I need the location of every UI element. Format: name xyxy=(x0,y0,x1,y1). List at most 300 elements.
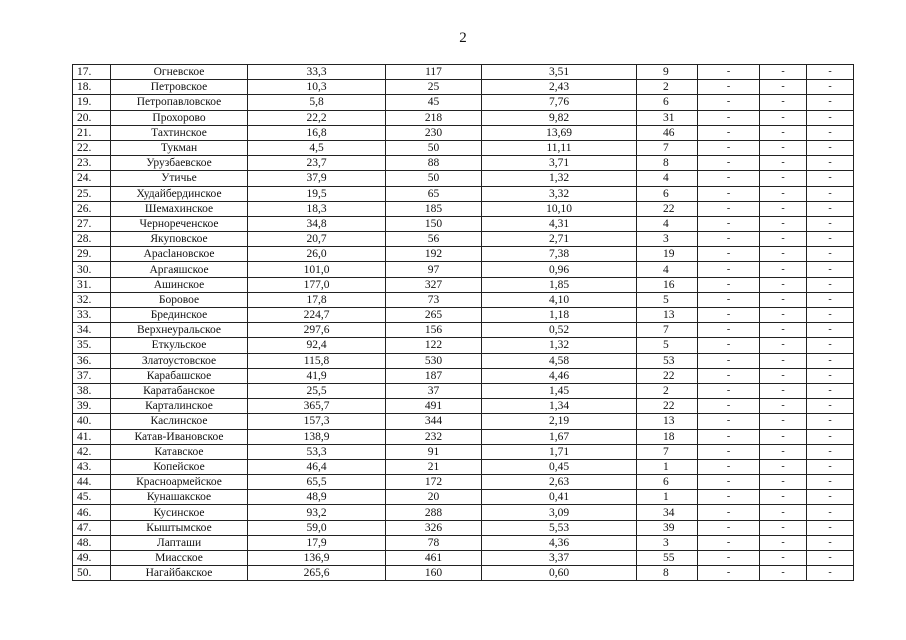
quantity-value: 53 xyxy=(637,353,698,368)
count-value: 78 xyxy=(386,535,482,550)
table-row xyxy=(73,414,854,429)
ratio-value: 2,71 xyxy=(482,232,637,247)
ratio-value: 7,76 xyxy=(482,95,637,110)
count-value: 491 xyxy=(386,399,482,414)
table-row xyxy=(73,490,854,505)
quantity-value: 5 xyxy=(637,292,698,307)
settlement-name: Каратабанское xyxy=(111,383,248,398)
quantity-value: 22 xyxy=(637,201,698,216)
area-value: 177,0 xyxy=(248,277,386,292)
ratio-value: 1,71 xyxy=(482,444,637,459)
count-value: 232 xyxy=(386,429,482,444)
quantity-value: 7 xyxy=(637,140,698,155)
ratio-value: 13,69 xyxy=(482,125,637,140)
table-row xyxy=(73,399,854,414)
settlement-name: Тукман xyxy=(111,140,248,155)
quantity-value: 39 xyxy=(637,520,698,535)
dash-cell: - xyxy=(698,216,760,231)
dash-cell: - xyxy=(760,201,807,216)
row-number: 43. xyxy=(73,459,111,474)
table-row xyxy=(73,475,854,490)
area-value: 20,7 xyxy=(248,232,386,247)
ratio-value: 1,67 xyxy=(482,429,637,444)
count-value: 117 xyxy=(386,65,482,80)
dash-cell: - xyxy=(807,292,854,307)
dash-cell: - xyxy=(698,566,760,581)
table-row xyxy=(73,368,854,383)
count-value: 530 xyxy=(386,353,482,368)
dash-cell: - xyxy=(760,459,807,474)
quantity-value: 13 xyxy=(637,308,698,323)
quantity-value: 18 xyxy=(637,429,698,444)
dash-cell: - xyxy=(698,65,760,80)
table-row xyxy=(73,247,854,262)
quantity-value: 22 xyxy=(637,399,698,414)
count-value: 192 xyxy=(386,247,482,262)
ratio-value: 0,52 xyxy=(482,323,637,338)
area-value: 26,0 xyxy=(248,247,386,262)
dash-cell: - xyxy=(760,95,807,110)
dash-cell: - xyxy=(807,80,854,95)
dash-cell: - xyxy=(698,171,760,186)
dash-cell: - xyxy=(760,490,807,505)
count-value: 97 xyxy=(386,262,482,277)
row-number: 30. xyxy=(73,262,111,277)
dash-cell: - xyxy=(760,323,807,338)
settlement-name: Чернореченское xyxy=(111,216,248,231)
quantity-value: 1 xyxy=(637,490,698,505)
area-value: 23,7 xyxy=(248,156,386,171)
settlement-name: Кусинское xyxy=(111,505,248,520)
dash-cell: - xyxy=(760,368,807,383)
ratio-value: 7,38 xyxy=(482,247,637,262)
dash-cell: - xyxy=(807,308,854,323)
settlement-name: Ашинское xyxy=(111,277,248,292)
row-number: 38. xyxy=(73,383,111,398)
table-row xyxy=(73,505,854,520)
table-row xyxy=(73,353,854,368)
table-row xyxy=(73,338,854,353)
row-number: 36. xyxy=(73,353,111,368)
settlement-name: Златоустовское xyxy=(111,353,248,368)
dash-cell: - xyxy=(807,247,854,262)
dash-cell: - xyxy=(807,399,854,414)
dash-cell: - xyxy=(760,353,807,368)
dash-cell: - xyxy=(760,171,807,186)
area-value: 65,5 xyxy=(248,475,386,490)
count-value: 327 xyxy=(386,277,482,292)
count-value: 73 xyxy=(386,292,482,307)
settlement-name: Карталинское xyxy=(111,399,248,414)
dash-cell: - xyxy=(807,505,854,520)
dash-cell: - xyxy=(760,535,807,550)
ratio-value: 1,18 xyxy=(482,308,637,323)
area-value: 92,4 xyxy=(248,338,386,353)
ratio-value: 5,53 xyxy=(482,520,637,535)
quantity-value: 6 xyxy=(637,475,698,490)
dash-cell: - xyxy=(760,110,807,125)
quantity-value: 4 xyxy=(637,171,698,186)
settlement-name: Утичье xyxy=(111,171,248,186)
row-number: 37. xyxy=(73,368,111,383)
dash-cell: - xyxy=(760,399,807,414)
dash-cell: - xyxy=(760,551,807,566)
area-value: 265,6 xyxy=(248,566,386,581)
dash-cell: - xyxy=(698,125,760,140)
quantity-value: 3 xyxy=(637,232,698,247)
dash-cell: - xyxy=(807,520,854,535)
dash-cell: - xyxy=(760,125,807,140)
count-value: 156 xyxy=(386,323,482,338)
row-number: 44. xyxy=(73,475,111,490)
row-number: 27. xyxy=(73,216,111,231)
dash-cell: - xyxy=(760,216,807,231)
dash-cell: - xyxy=(760,186,807,201)
dash-cell: - xyxy=(807,323,854,338)
count-value: 20 xyxy=(386,490,482,505)
dash-cell: - xyxy=(698,551,760,566)
dash-cell: - xyxy=(698,490,760,505)
area-value: 17,8 xyxy=(248,292,386,307)
count-value: 160 xyxy=(386,566,482,581)
dash-cell: - xyxy=(698,80,760,95)
dash-cell: - xyxy=(807,444,854,459)
settlement-name: Катав-Ивановское xyxy=(111,429,248,444)
dash-cell: - xyxy=(760,338,807,353)
area-value: 5,8 xyxy=(248,95,386,110)
count-value: 230 xyxy=(386,125,482,140)
count-value: 88 xyxy=(386,156,482,171)
dash-cell: - xyxy=(698,262,760,277)
row-number: 26. xyxy=(73,201,111,216)
area-value: 48,9 xyxy=(248,490,386,505)
ratio-value: 4,31 xyxy=(482,216,637,231)
row-number: 19. xyxy=(73,95,111,110)
row-number: 42. xyxy=(73,444,111,459)
table-row xyxy=(73,308,854,323)
count-value: 50 xyxy=(386,140,482,155)
quantity-value: 2 xyxy=(637,383,698,398)
ratio-value: 4,36 xyxy=(482,535,637,550)
quantity-value: 16 xyxy=(637,277,698,292)
dash-cell: - xyxy=(698,156,760,171)
quantity-value: 7 xyxy=(637,323,698,338)
row-number: 28. xyxy=(73,232,111,247)
area-value: 224,7 xyxy=(248,308,386,323)
dash-cell: - xyxy=(760,292,807,307)
settlement-name: Копейское xyxy=(111,459,248,474)
settlement-name: Прохорово xyxy=(111,110,248,125)
settlement-name: Арасlановское xyxy=(111,247,248,262)
ratio-value: 2,19 xyxy=(482,414,637,429)
quantity-value: 13 xyxy=(637,414,698,429)
dash-cell: - xyxy=(760,520,807,535)
area-value: 157,3 xyxy=(248,414,386,429)
dash-cell: - xyxy=(760,65,807,80)
ratio-value: 1,34 xyxy=(482,399,637,414)
dash-cell: - xyxy=(760,429,807,444)
area-value: 17,9 xyxy=(248,535,386,550)
settlement-name: Худайбердинское xyxy=(111,186,248,201)
dash-cell: - xyxy=(807,201,854,216)
dash-cell: - xyxy=(807,414,854,429)
dash-cell: - xyxy=(698,459,760,474)
quantity-value: 9 xyxy=(637,65,698,80)
ratio-value: 4,46 xyxy=(482,368,637,383)
area-value: 53,3 xyxy=(248,444,386,459)
ratio-value: 1,32 xyxy=(482,338,637,353)
table-row xyxy=(73,216,854,231)
dash-cell: - xyxy=(760,156,807,171)
table-body xyxy=(73,65,854,581)
table-row xyxy=(73,171,854,186)
dash-cell: - xyxy=(698,247,760,262)
dash-cell: - xyxy=(807,232,854,247)
ratio-value: 3,51 xyxy=(482,65,637,80)
count-value: 37 xyxy=(386,383,482,398)
dash-cell: - xyxy=(807,459,854,474)
row-number: 47. xyxy=(73,520,111,535)
ratio-value: 0,45 xyxy=(482,459,637,474)
row-number: 24. xyxy=(73,171,111,186)
settlement-name: Миасское xyxy=(111,551,248,566)
settlement-name: Аргаяшское xyxy=(111,262,248,277)
data-table xyxy=(72,64,854,581)
area-value: 138,9 xyxy=(248,429,386,444)
table-row xyxy=(73,292,854,307)
table-row xyxy=(73,201,854,216)
area-value: 18,3 xyxy=(248,201,386,216)
quantity-value: 22 xyxy=(637,368,698,383)
ratio-value: 11,11 xyxy=(482,140,637,155)
table-row xyxy=(73,140,854,155)
dash-cell: - xyxy=(698,475,760,490)
ratio-value: 4,10 xyxy=(482,292,637,307)
dash-cell: - xyxy=(760,505,807,520)
table-row xyxy=(73,277,854,292)
dash-cell: - xyxy=(807,216,854,231)
ratio-value: 0,41 xyxy=(482,490,637,505)
table-row xyxy=(73,262,854,277)
dash-cell: - xyxy=(807,65,854,80)
row-number: 46. xyxy=(73,505,111,520)
row-number: 23. xyxy=(73,156,111,171)
table-row xyxy=(73,323,854,338)
dash-cell: - xyxy=(698,383,760,398)
count-value: 56 xyxy=(386,232,482,247)
count-value: 150 xyxy=(386,216,482,231)
row-number: 48. xyxy=(73,535,111,550)
dash-cell: - xyxy=(760,277,807,292)
dash-cell: - xyxy=(807,353,854,368)
dash-cell: - xyxy=(760,566,807,581)
area-value: 101,0 xyxy=(248,262,386,277)
area-value: 16,8 xyxy=(248,125,386,140)
dash-cell: - xyxy=(698,95,760,110)
settlement-name: Урузбаевское xyxy=(111,156,248,171)
dash-cell: - xyxy=(807,156,854,171)
ratio-value: 10,10 xyxy=(482,201,637,216)
dash-cell: - xyxy=(807,368,854,383)
ratio-value: 1,85 xyxy=(482,277,637,292)
row-number: 20. xyxy=(73,110,111,125)
count-value: 91 xyxy=(386,444,482,459)
dash-cell: - xyxy=(760,262,807,277)
dash-cell: - xyxy=(760,308,807,323)
dash-cell: - xyxy=(760,444,807,459)
area-value: 25,5 xyxy=(248,383,386,398)
dash-cell: - xyxy=(698,308,760,323)
dash-cell: - xyxy=(698,368,760,383)
count-value: 288 xyxy=(386,505,482,520)
settlement-name: Красноармейское xyxy=(111,475,248,490)
table-row xyxy=(73,95,854,110)
ratio-value: 1,32 xyxy=(482,171,637,186)
settlement-name: Петропавловское xyxy=(111,95,248,110)
settlement-name: Катавское xyxy=(111,444,248,459)
dash-cell: - xyxy=(807,262,854,277)
settlement-name: Верхнеуральское xyxy=(111,323,248,338)
area-value: 34,8 xyxy=(248,216,386,231)
dash-cell: - xyxy=(698,186,760,201)
dash-cell: - xyxy=(807,429,854,444)
dash-cell: - xyxy=(698,110,760,125)
table-row xyxy=(73,444,854,459)
quantity-value: 8 xyxy=(637,156,698,171)
count-value: 45 xyxy=(386,95,482,110)
quantity-value: 46 xyxy=(637,125,698,140)
ratio-value: 3,37 xyxy=(482,551,637,566)
dash-cell: - xyxy=(760,475,807,490)
table-row xyxy=(73,459,854,474)
settlement-name: Кунашакское xyxy=(111,490,248,505)
row-number: 29. xyxy=(73,247,111,262)
dash-cell: - xyxy=(698,505,760,520)
dash-cell: - xyxy=(807,490,854,505)
row-number: 49. xyxy=(73,551,111,566)
settlement-name: Каслинское xyxy=(111,414,248,429)
settlement-name: Тахтинское xyxy=(111,125,248,140)
ratio-value: 2,43 xyxy=(482,80,637,95)
dash-cell: - xyxy=(760,247,807,262)
row-number: 17. xyxy=(73,65,111,80)
quantity-value: 19 xyxy=(637,247,698,262)
settlement-name: Нагайбакское xyxy=(111,566,248,581)
count-value: 50 xyxy=(386,171,482,186)
row-number: 45. xyxy=(73,490,111,505)
quantity-value: 7 xyxy=(637,444,698,459)
dash-cell: - xyxy=(698,277,760,292)
row-number: 34. xyxy=(73,323,111,338)
dash-cell: - xyxy=(807,171,854,186)
table-row xyxy=(73,80,854,95)
dash-cell: - xyxy=(807,338,854,353)
area-value: 59,0 xyxy=(248,520,386,535)
area-value: 93,2 xyxy=(248,505,386,520)
area-value: 37,9 xyxy=(248,171,386,186)
dash-cell: - xyxy=(698,292,760,307)
count-value: 172 xyxy=(386,475,482,490)
dash-cell: - xyxy=(698,140,760,155)
dash-cell: - xyxy=(807,277,854,292)
table-row xyxy=(73,535,854,550)
count-value: 218 xyxy=(386,110,482,125)
settlement-name: Боровое xyxy=(111,292,248,307)
settlement-name: Брединское xyxy=(111,308,248,323)
count-value: 187 xyxy=(386,368,482,383)
quantity-value: 2 xyxy=(637,80,698,95)
settlement-name: Огневское xyxy=(111,65,248,80)
quantity-value: 8 xyxy=(637,566,698,581)
dash-cell: - xyxy=(807,95,854,110)
dash-cell: - xyxy=(807,110,854,125)
area-value: 22,2 xyxy=(248,110,386,125)
dash-cell: - xyxy=(698,323,760,338)
area-value: 46,4 xyxy=(248,459,386,474)
table-row xyxy=(73,156,854,171)
row-number: 25. xyxy=(73,186,111,201)
quantity-value: 4 xyxy=(637,216,698,231)
dash-cell: - xyxy=(807,186,854,201)
dash-cell: - xyxy=(760,383,807,398)
area-value: 4,5 xyxy=(248,140,386,155)
dash-cell: - xyxy=(698,414,760,429)
quantity-value: 1 xyxy=(637,459,698,474)
dash-cell: - xyxy=(807,535,854,550)
count-value: 265 xyxy=(386,308,482,323)
count-value: 326 xyxy=(386,520,482,535)
dash-cell: - xyxy=(807,383,854,398)
area-value: 297,6 xyxy=(248,323,386,338)
dash-cell: - xyxy=(807,551,854,566)
quantity-value: 6 xyxy=(637,95,698,110)
row-number: 50. xyxy=(73,566,111,581)
dash-cell: - xyxy=(698,535,760,550)
table-row xyxy=(73,65,854,80)
dash-cell: - xyxy=(807,566,854,581)
quantity-value: 31 xyxy=(637,110,698,125)
settlement-name: Лапташи xyxy=(111,535,248,550)
area-value: 136,9 xyxy=(248,551,386,566)
ratio-value: 4,58 xyxy=(482,353,637,368)
row-number: 21. xyxy=(73,125,111,140)
ratio-value: 3,71 xyxy=(482,156,637,171)
dash-cell: - xyxy=(807,475,854,490)
count-value: 185 xyxy=(386,201,482,216)
ratio-value: 3,32 xyxy=(482,186,637,201)
quantity-value: 55 xyxy=(637,551,698,566)
dash-cell: - xyxy=(698,232,760,247)
area-value: 33,3 xyxy=(248,65,386,80)
row-number: 33. xyxy=(73,308,111,323)
dash-cell: - xyxy=(760,140,807,155)
quantity-value: 34 xyxy=(637,505,698,520)
row-number: 32. xyxy=(73,292,111,307)
table-row xyxy=(73,232,854,247)
dash-cell: - xyxy=(760,232,807,247)
row-number: 22. xyxy=(73,140,111,155)
table-row xyxy=(73,520,854,535)
row-number: 31. xyxy=(73,277,111,292)
page-number: 2 xyxy=(459,30,467,46)
dash-cell: - xyxy=(698,429,760,444)
dash-cell: - xyxy=(760,414,807,429)
area-value: 115,8 xyxy=(248,353,386,368)
dash-cell: - xyxy=(698,444,760,459)
dash-cell: - xyxy=(807,140,854,155)
settlement-name: Якуповское xyxy=(111,232,248,247)
settlement-name: Петровское xyxy=(111,80,248,95)
